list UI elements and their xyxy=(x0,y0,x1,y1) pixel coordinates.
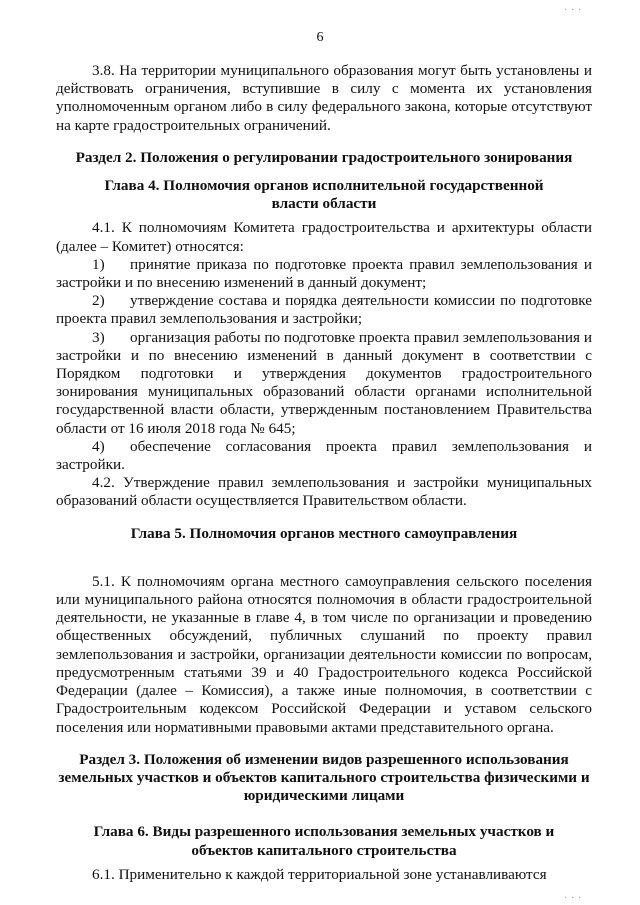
paragraph-5-1: 5.1. К полномочиям органа местного самоуправления сельского поселения или муниципального района относятся полномочия в области градостроительной деятельности, не указанные в главе 4, в том числе по организации и проведению общественных обсуждений, публичных слушаний по проекту правил землепользования и застройки, организации деятельности комиссии по вопросам, предусмотренным статьями 39 и 40 Градостроительного кодекса Российской Федерации (далее – Комиссия), а также иные полномочия, в соответствии с Градостроительным кодексом Российской Федерации и уставом сельского поселения или нормативными правовыми актами представительного органа. xyxy=(56,572,592,736)
chapter-5-heading: Глава 5. Полномочия органов местного самоуправления xyxy=(130,524,518,542)
list-item-number: 4) xyxy=(92,437,105,455)
section-2-heading: Раздел 2. Положения о регулировании градостроительного зонирования xyxy=(75,148,573,166)
list-item-2 xyxy=(56,292,592,328)
list-item-text: организация работы по подготовке проекта правил землепользования и застройки и по внесению изменений в данный документ в соответствии с Порядком подготовки и утверждения документов градостроительного зонирования муниципальных образований области органами исполнительной государственной власти области, утвержденным постановлением Правительства области от 16 июля 2018 года № 645; xyxy=(56,328,592,437)
corner-mark: . . . xyxy=(564,890,582,901)
list-item-number: 2) xyxy=(92,292,105,310)
page-number: 6 xyxy=(316,30,324,45)
corner-mark: . . . xyxy=(564,2,582,13)
list-item-number: 3) xyxy=(92,328,105,346)
chapter-4-heading: Глава 4. Полномочия органов исполнительной государственной власти области xyxy=(104,177,544,213)
chapter-6-heading: Глава 6. Виды разрешенного использования земельных участков и объектов капитального строительства xyxy=(93,823,555,859)
list-item-number: 1) xyxy=(92,255,105,273)
section-3-heading: Раздел 3. Положения об изменении видов разрешенного использования земельных участков и объектов капитального строительства физическими и юридическими лицами xyxy=(58,750,590,805)
paragraph-4-2: 4.2. Утверждение правил землепользования и застройки муниципальных образований области осуществляется Правительством области. xyxy=(56,474,592,510)
paragraph-4-1: 4.1. К полномочиям Комитета градостроительства и архитектуры области (далее – Комитет) относятся: xyxy=(56,219,592,255)
list-item-4 xyxy=(56,438,592,474)
list-item-text: принятие приказа по подготовке проекта правил землепользования и застройки и по внесению изменений в данный документ; xyxy=(56,255,592,292)
paragraph-6-1: 6.1. Применительно к каждой территориальной зоне устанавливаются xyxy=(92,865,547,883)
list-item-text: утверждение состава и порядка деятельности комиссии по подготовке проекта правил землепользования и застройки; xyxy=(56,292,592,328)
list-item-3 xyxy=(56,329,592,438)
document-body xyxy=(56,62,592,884)
paragraph-3-8: 3.8. На территории муниципального образования могут быть установлены и действовать ограничения, вступившие в силу с момента их установления уполномоченным органом либо в силу федерального закона, которые отсутствуют на карте градостроительных ограничений. xyxy=(56,62,592,134)
list-item-1 xyxy=(56,256,592,292)
list-item-text: обеспечение согласования проекта правил землепользования и застройки. xyxy=(56,437,592,474)
